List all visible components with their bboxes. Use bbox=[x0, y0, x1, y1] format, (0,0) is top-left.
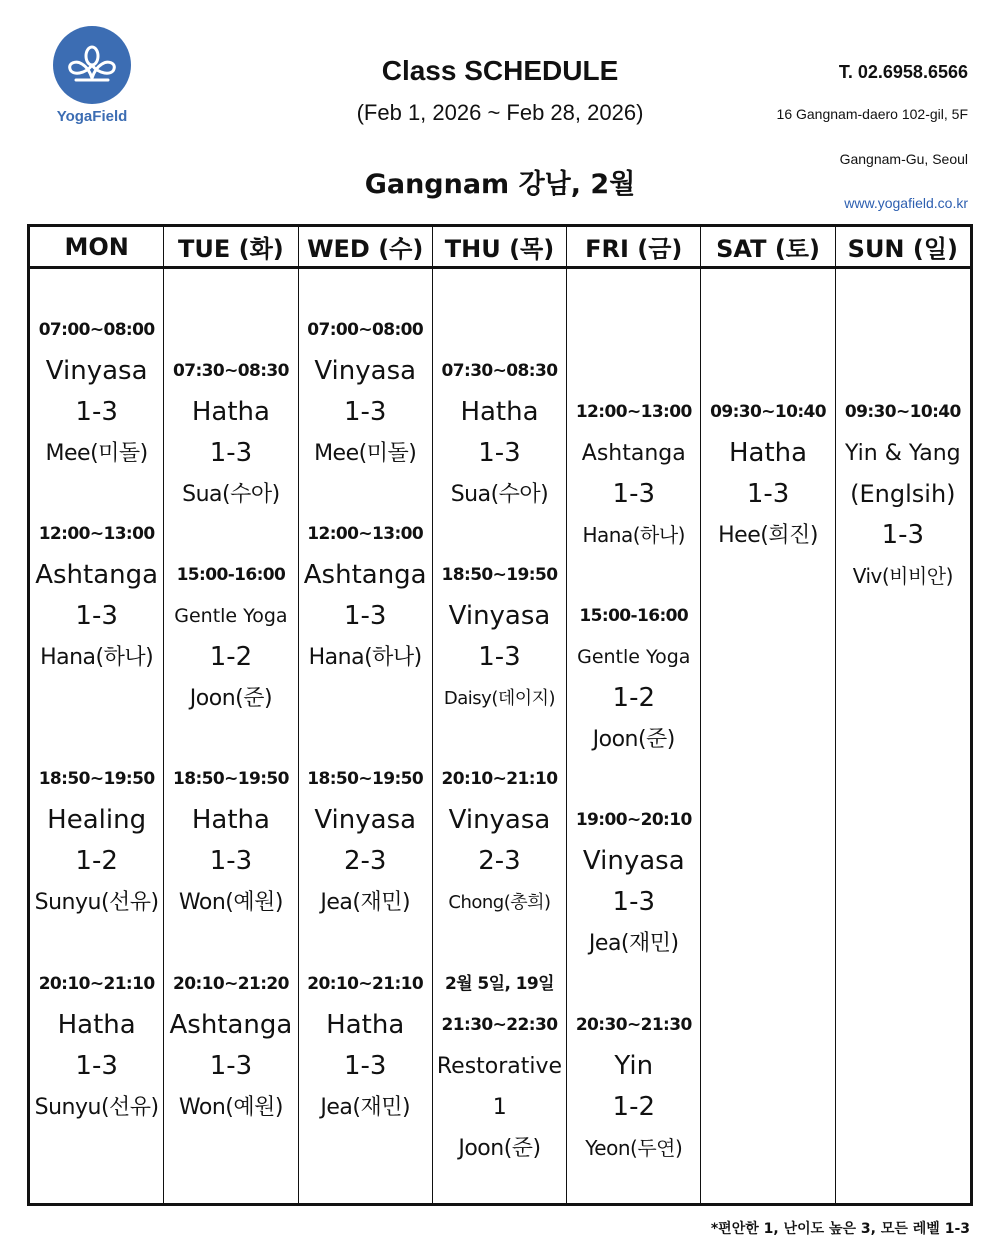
class-level: 1-3 bbox=[612, 887, 655, 917]
day-column-fri bbox=[567, 269, 701, 1203]
class-time: 07:00~08:00 bbox=[38, 320, 155, 340]
class-name: Vinyasa bbox=[314, 356, 417, 386]
class-level: 1-3 bbox=[478, 642, 521, 672]
address-line-2: Gangnam-Gu, Seoul bbox=[839, 151, 968, 167]
class-time: 09:30~10:40 bbox=[844, 402, 961, 422]
class-name: Vinyasa bbox=[45, 356, 148, 386]
class-time: 09:30~10:40 bbox=[710, 402, 826, 422]
class-time: 07:00~08:00 bbox=[307, 320, 424, 340]
class-level: 1-3 bbox=[343, 601, 387, 631]
class-instructor: Sunyu(선유) bbox=[34, 890, 159, 915]
day-header-thu: THU (목) bbox=[433, 227, 567, 266]
class-instructor: Yeon(두연) bbox=[585, 1136, 683, 1160]
class-name: Vinyasa bbox=[314, 805, 417, 835]
class-note: (Englsih) bbox=[850, 480, 956, 508]
class-slot bbox=[567, 800, 700, 964]
class-level: 1-3 bbox=[209, 846, 253, 876]
lotus-loop-icon bbox=[53, 26, 131, 104]
day-header-mon: MON bbox=[30, 227, 164, 266]
class-instructor: Jea(재민) bbox=[320, 1095, 411, 1120]
class-instructor: Hee(희진) bbox=[718, 523, 818, 548]
level-footnote: *편안한 1, 난이도 높은 3, 모든 레벨 1-3 bbox=[710, 1221, 970, 1237]
class-time: 20:10~21:10 bbox=[38, 974, 155, 994]
class-slot bbox=[701, 392, 834, 556]
class-name: Hatha bbox=[326, 1010, 405, 1040]
day-header-row bbox=[30, 227, 970, 269]
class-slot bbox=[836, 392, 970, 597]
class-level: 1 bbox=[492, 1095, 507, 1120]
page-title: Class SCHEDULE bbox=[381, 55, 619, 86]
class-slot bbox=[30, 514, 163, 678]
class-slot bbox=[433, 964, 566, 1169]
class-name: Vinyasa bbox=[448, 805, 551, 835]
class-time: 12:00~13:00 bbox=[575, 402, 692, 422]
schedule-period: (Feb 1, 2026 ~ Feb 28, 2026) bbox=[356, 100, 644, 125]
class-time: 07:30~08:30 bbox=[441, 361, 558, 381]
class-instructor: Mee(미돌) bbox=[314, 441, 417, 466]
day-column-sun bbox=[836, 269, 970, 1203]
class-time: 20:10~21:10 bbox=[307, 974, 424, 994]
class-level: 1-3 bbox=[75, 397, 118, 427]
day-header-wed: WED (수) bbox=[299, 227, 433, 266]
class-slot bbox=[30, 759, 163, 923]
class-time: 19:00~20:10 bbox=[575, 810, 692, 830]
class-name: Restorative bbox=[436, 1054, 563, 1079]
class-date-note: 2월 5일, 19일 bbox=[445, 974, 554, 994]
schedule-table bbox=[27, 224, 973, 1206]
class-level: 2-3 bbox=[343, 846, 387, 876]
class-slot bbox=[299, 964, 432, 1128]
day-column-thu bbox=[433, 269, 567, 1203]
class-instructor: Viv(비비안) bbox=[852, 564, 953, 588]
class-instructor: Hana(하나) bbox=[582, 523, 685, 547]
class-slot bbox=[164, 351, 297, 515]
class-level: 1-2 bbox=[612, 683, 655, 713]
class-instructor: Hana(하나) bbox=[40, 645, 154, 670]
class-time: 15:00-16:00 bbox=[579, 606, 689, 626]
class-slot bbox=[299, 310, 432, 474]
brand-name: YogaField bbox=[56, 108, 128, 125]
class-level: 1-2 bbox=[75, 846, 118, 876]
class-instructor: Sunyu(선유) bbox=[34, 1095, 159, 1120]
class-level: 1-3 bbox=[209, 1051, 253, 1081]
class-name: Hatha bbox=[57, 1010, 136, 1040]
class-slot bbox=[164, 555, 297, 719]
class-instructor: Won(예원) bbox=[178, 890, 283, 915]
class-time: 18:50~19:50 bbox=[441, 565, 558, 585]
class-instructor: Sua(수아) bbox=[182, 482, 280, 507]
class-slot bbox=[433, 759, 566, 923]
day-column-sat bbox=[701, 269, 835, 1203]
class-slot bbox=[567, 1005, 700, 1169]
class-instructor: Chong(총희) bbox=[448, 892, 551, 913]
day-header-tue: TUE (화) bbox=[164, 227, 298, 266]
class-name: Yin & Yang bbox=[845, 441, 961, 466]
class-level: 1-3 bbox=[478, 438, 521, 468]
class-name: Yin bbox=[614, 1051, 654, 1081]
class-slot bbox=[30, 310, 163, 474]
class-level: 1-3 bbox=[75, 1051, 118, 1081]
class-time: 15:00-16:00 bbox=[176, 565, 286, 585]
class-time: 12:00~13:00 bbox=[307, 524, 424, 544]
class-level: 1-2 bbox=[612, 1092, 655, 1122]
phone-number: T. 02.6958.6566 bbox=[838, 62, 968, 82]
class-name: Vinyasa bbox=[448, 601, 551, 631]
class-instructor: Jea(재민) bbox=[320, 890, 411, 915]
class-time: 07:30~08:30 bbox=[172, 361, 289, 381]
class-level: 2-3 bbox=[478, 846, 521, 876]
class-time: 20:10~21:10 bbox=[441, 769, 558, 789]
class-name: Vinyasa bbox=[582, 846, 685, 876]
class-name: Hatha bbox=[191, 805, 270, 835]
branch-title: Gangnam 강남, 2월 bbox=[364, 169, 636, 200]
class-time: 20:30~21:30 bbox=[575, 1015, 692, 1035]
day-column-tue bbox=[164, 269, 298, 1203]
class-time: 18:50~19:50 bbox=[38, 769, 155, 789]
class-instructor: Mee(미돌) bbox=[45, 441, 148, 466]
class-level: 1-3 bbox=[75, 601, 118, 631]
address-line-1: 16 Gangnam-daero 102-gil, 5F bbox=[776, 106, 968, 122]
class-instructor: Daisy(데이지) bbox=[443, 688, 556, 709]
class-slot bbox=[433, 351, 566, 515]
class-slot bbox=[567, 596, 700, 760]
class-instructor: Jea(재민) bbox=[588, 931, 679, 956]
day-header-fri: FRI (금) bbox=[567, 227, 701, 266]
class-instructor: Joon(준) bbox=[592, 727, 675, 752]
class-level: 1-3 bbox=[612, 479, 655, 509]
day-header-sun: SUN (일) bbox=[847, 235, 958, 263]
class-slot bbox=[164, 759, 297, 923]
class-instructor: Hana(하나) bbox=[308, 645, 422, 670]
class-slot bbox=[567, 392, 700, 556]
class-instructor: Won(예원) bbox=[178, 1095, 283, 1120]
class-level: 1-2 bbox=[209, 642, 253, 672]
class-level: 1-3 bbox=[881, 520, 925, 550]
class-time: 18:50~19:50 bbox=[307, 769, 424, 789]
class-time: 18:50~19:50 bbox=[172, 769, 289, 789]
class-level: 1-3 bbox=[209, 438, 253, 468]
class-name: Hatha bbox=[729, 438, 808, 468]
class-slot bbox=[299, 759, 432, 923]
class-name: Ashtanga bbox=[169, 1010, 293, 1040]
class-slot bbox=[299, 514, 432, 678]
class-level: 1-3 bbox=[343, 1051, 387, 1081]
class-time: 20:10~21:20 bbox=[172, 974, 289, 994]
brand-logo bbox=[44, 26, 140, 130]
class-slot bbox=[164, 964, 297, 1128]
class-instructor: Joon(준) bbox=[189, 686, 273, 711]
website-link[interactable]: www.yogafield.co.kr bbox=[844, 195, 968, 211]
class-name: Hatha bbox=[460, 397, 539, 427]
class-instructor: Joon(준) bbox=[458, 1136, 541, 1161]
class-time: 21:30~22:30 bbox=[441, 1015, 558, 1035]
class-slot bbox=[433, 555, 566, 719]
class-level: 1-3 bbox=[746, 479, 790, 509]
class-name: Gentle Yoga bbox=[577, 646, 691, 668]
class-slot bbox=[30, 964, 163, 1128]
class-level: 1-3 bbox=[343, 397, 387, 427]
day-column-wed bbox=[299, 269, 433, 1203]
class-name: Ashtanga bbox=[581, 441, 686, 466]
class-name: Healing bbox=[47, 805, 147, 835]
day-column-mon bbox=[30, 269, 164, 1203]
class-name: Gentle Yoga bbox=[174, 605, 288, 627]
class-name: Ashtanga bbox=[303, 560, 427, 590]
day-header-sat: SAT (토) bbox=[701, 227, 835, 266]
class-instructor: Sua(수아) bbox=[450, 482, 549, 507]
class-time: 12:00~13:00 bbox=[38, 524, 155, 544]
class-name: Ashtanga bbox=[35, 560, 159, 590]
class-name: Hatha bbox=[191, 397, 270, 427]
